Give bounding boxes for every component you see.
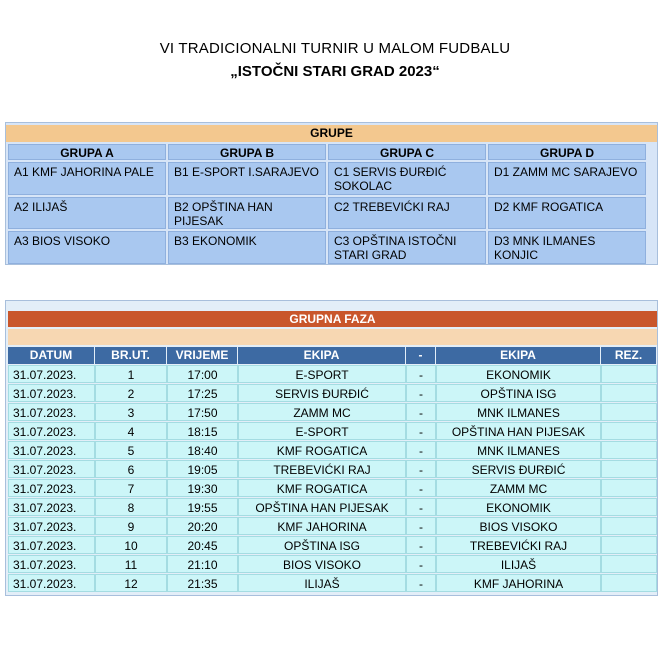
col-br-ut-cell: 6 xyxy=(95,460,167,478)
col-rez-cell xyxy=(601,403,657,421)
col-ekipa-away-cell: SERVIS ĐURĐIĆ xyxy=(436,460,601,478)
col-separator-cell: - xyxy=(406,422,436,440)
col-rez-cell xyxy=(601,498,657,516)
col-ekipa-home-cell: KMF JAHORINA xyxy=(238,517,406,535)
col-ekipa-home-cell: ZAMM MC xyxy=(238,403,406,421)
schedule-band xyxy=(8,329,657,345)
col-separator-cell: - xyxy=(406,536,436,554)
col-datum-cell: 31.07.2023. xyxy=(8,422,95,440)
col-ekipa-home-cell: TREBEVIĆKI RAJ xyxy=(238,460,406,478)
col-rez-cell xyxy=(601,574,657,592)
group-team-cell: D2 KMF ROGATICA xyxy=(488,197,646,229)
col-datum-cell: 31.07.2023. xyxy=(8,574,95,592)
col-separator-cell: - xyxy=(406,555,436,573)
col-datum-cell: 31.07.2023. xyxy=(8,498,95,516)
col-ekipa-home-cell: BIOS VISOKO xyxy=(238,555,406,573)
table-row xyxy=(8,498,657,516)
col-ekipa-home-cell: E-SPORT xyxy=(238,365,406,383)
group-team-cell: A2 ILIJAŠ xyxy=(8,197,166,229)
table-row xyxy=(8,384,657,402)
table-row xyxy=(8,536,657,554)
page-subtitle: „ISTOČNI STARI GRAD 2023“ xyxy=(230,63,440,80)
col-ekipa-home-header: EKIPA xyxy=(238,347,406,364)
table-row xyxy=(8,403,657,421)
col-br-ut-cell: 1 xyxy=(95,365,167,383)
col-datum-cell: 31.07.2023. xyxy=(8,403,95,421)
col-vrijeme-header: VRIJEME xyxy=(167,347,238,364)
col-separator-cell: - xyxy=(406,574,436,592)
col-vrijeme-cell: 20:20 xyxy=(167,517,238,535)
col-br-ut-header: BR.UT. xyxy=(95,347,167,364)
col-rez-cell xyxy=(601,555,657,573)
col-br-ut-cell: 2 xyxy=(95,384,167,402)
col-ekipa-away-cell: BIOS VISOKO xyxy=(436,517,601,535)
col-datum-cell: 31.07.2023. xyxy=(8,384,95,402)
col-ekipa-home-cell: OPŠTINA ISG xyxy=(238,536,406,554)
page-title: VI TRADICIONALNI TURNIR U MALOM FUDBALU xyxy=(159,40,511,57)
col-ekipa-home-cell: ILIJAŠ xyxy=(238,574,406,592)
group-team-cell: C2 TREBEVIĆKI RAJ xyxy=(328,197,486,229)
table-row xyxy=(8,479,657,497)
group-team-cell: C1 SERVIS ĐURĐIĆ SOKOLAC xyxy=(328,162,486,195)
col-rez-cell xyxy=(601,441,657,459)
col-br-ut-cell: 12 xyxy=(95,574,167,592)
col-ekipa-away-cell: OPŠTINA ISG xyxy=(436,384,601,402)
col-vrijeme-cell: 17:00 xyxy=(167,365,238,383)
col-ekipa-away-cell: ILIJAŠ xyxy=(436,555,601,573)
col-separator-cell: - xyxy=(406,384,436,402)
col-ekipa-away-cell: EKONOMIK xyxy=(436,365,601,383)
col-ekipa-away-cell: MNK ILMANES xyxy=(436,441,601,459)
col-ekipa-away-cell: TREBEVIĆKI RAJ xyxy=(436,536,601,554)
table-row xyxy=(8,365,657,383)
col-rez-cell xyxy=(601,365,657,383)
col-br-ut-cell: 8 xyxy=(95,498,167,516)
group-header: GRUPA D xyxy=(488,144,646,160)
table-row xyxy=(8,555,657,573)
col-vrijeme-cell: 19:55 xyxy=(167,498,238,516)
col-separator-cell: - xyxy=(406,365,436,383)
col-rez-cell xyxy=(601,460,657,478)
schedule-title: GRUPNA FAZA xyxy=(8,311,657,327)
col-ekipa-home-cell: KMF ROGATICA xyxy=(238,441,406,459)
col-separator-header: - xyxy=(406,347,436,364)
col-rez-cell xyxy=(601,536,657,554)
col-separator-cell: - xyxy=(406,403,436,421)
col-ekipa-away-cell: MNK ILMANES xyxy=(436,403,601,421)
col-datum-header: DATUM xyxy=(8,347,95,364)
col-rez-cell xyxy=(601,517,657,535)
col-ekipa-away-cell: KMF JAHORINA xyxy=(436,574,601,592)
col-datum-cell: 31.07.2023. xyxy=(8,517,95,535)
group-header: GRUPA A xyxy=(8,144,166,160)
col-separator-cell: - xyxy=(406,479,436,497)
schedule-table xyxy=(5,300,658,596)
group-team-cell: A1 KMF JAHORINA PALE xyxy=(8,162,166,195)
table-row xyxy=(8,441,657,459)
group-header: GRUPA C xyxy=(328,144,486,160)
col-ekipa-home-cell: KMF ROGATICA xyxy=(238,479,406,497)
col-br-ut-cell: 3 xyxy=(95,403,167,421)
col-ekipa-home-cell: OPŠTINA HAN PIJESAK xyxy=(238,498,406,516)
col-ekipa-away-cell: ZAMM MC xyxy=(436,479,601,497)
group-team-cell: B3 EKONOMIK xyxy=(168,231,326,264)
table-row xyxy=(8,517,657,535)
col-vrijeme-cell: 21:10 xyxy=(167,555,238,573)
table-row xyxy=(8,460,657,478)
col-datum-cell: 31.07.2023. xyxy=(8,365,95,383)
col-br-ut-cell: 7 xyxy=(95,479,167,497)
col-ekipa-away-cell: OPŠTINA HAN PIJESAK xyxy=(436,422,601,440)
col-ekipa-home-cell: E-SPORT xyxy=(238,422,406,440)
col-separator-cell: - xyxy=(406,517,436,535)
col-rez-cell xyxy=(601,422,657,440)
col-vrijeme-cell: 17:25 xyxy=(167,384,238,402)
col-br-ut-cell: 4 xyxy=(95,422,167,440)
col-datum-cell: 31.07.2023. xyxy=(8,555,95,573)
col-rez-cell xyxy=(601,479,657,497)
col-datum-cell: 31.07.2023. xyxy=(8,460,95,478)
group-team-cell: A3 BIOS VISOKO xyxy=(8,231,166,264)
groups-header: GRUPE xyxy=(6,125,657,142)
col-vrijeme-cell: 18:40 xyxy=(167,441,238,459)
table-row xyxy=(8,574,657,592)
col-vrijeme-cell: 21:35 xyxy=(167,574,238,592)
col-ekipa-away-header: EKIPA xyxy=(436,347,601,364)
col-br-ut-cell: 9 xyxy=(95,517,167,535)
group-team-cell: B2 OPŠTINA HAN PIJESAK xyxy=(168,197,326,229)
col-rez-header: REZ. xyxy=(601,347,657,364)
col-ekipa-home-cell: SERVIS ĐURĐIĆ xyxy=(238,384,406,402)
table-row xyxy=(8,422,657,440)
col-vrijeme-cell: 17:50 xyxy=(167,403,238,421)
group-header: GRUPA B xyxy=(168,144,326,160)
col-datum-cell: 31.07.2023. xyxy=(8,536,95,554)
col-separator-cell: - xyxy=(406,498,436,516)
col-datum-cell: 31.07.2023. xyxy=(8,441,95,459)
groups-table xyxy=(5,122,658,265)
col-br-ut-cell: 5 xyxy=(95,441,167,459)
col-vrijeme-cell: 19:30 xyxy=(167,479,238,497)
group-team-cell: B1 E-SPORT I.SARAJEVO xyxy=(168,162,326,195)
col-ekipa-away-cell: EKONOMIK xyxy=(436,498,601,516)
col-rez-cell xyxy=(601,384,657,402)
group-team-cell: D3 MNK ILMANES KONJIC xyxy=(488,231,646,264)
col-br-ut-cell: 10 xyxy=(95,536,167,554)
group-team-cell: D1 ZAMM MC SARAJEVO xyxy=(488,162,646,195)
col-vrijeme-cell: 19:05 xyxy=(167,460,238,478)
col-vrijeme-cell: 20:45 xyxy=(167,536,238,554)
col-datum-cell: 31.07.2023. xyxy=(8,479,95,497)
col-separator-cell: - xyxy=(406,460,436,478)
col-vrijeme-cell: 18:15 xyxy=(167,422,238,440)
col-separator-cell: - xyxy=(406,441,436,459)
group-team-cell: C3 OPŠTINA ISTOČNI STARI GRAD xyxy=(328,231,486,264)
col-br-ut-cell: 11 xyxy=(95,555,167,573)
